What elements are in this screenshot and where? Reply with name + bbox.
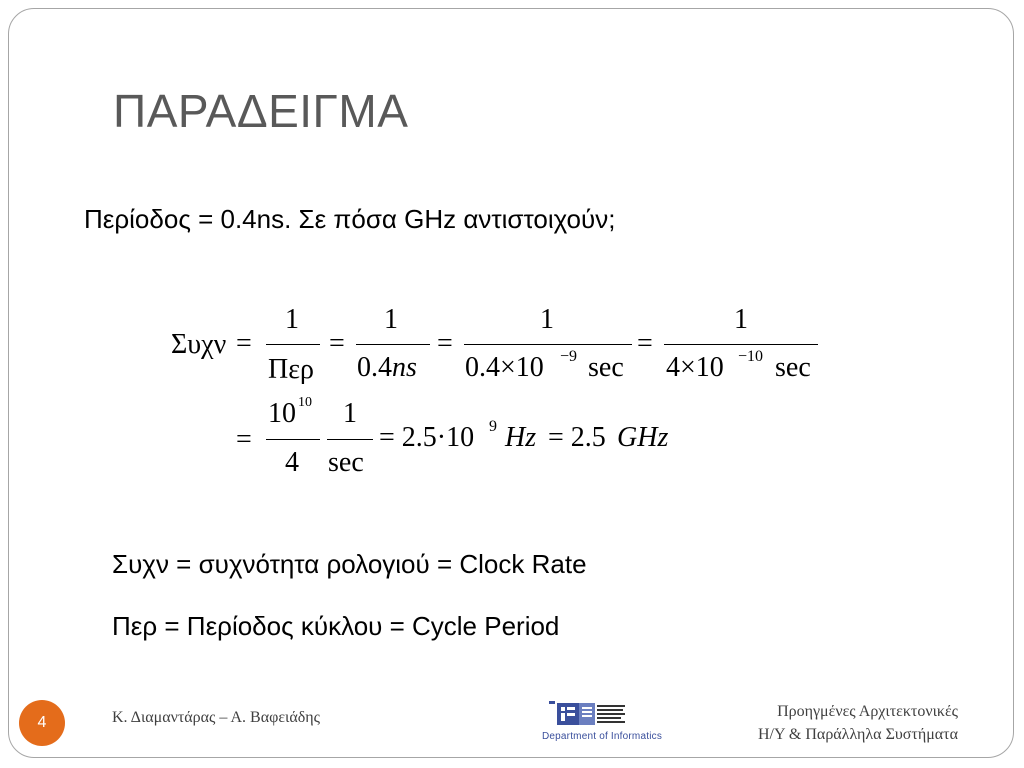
formula-hz-unit: Hz	[505, 422, 537, 453]
page-number: 4	[37, 714, 47, 731]
frac2-denominator	[357, 352, 417, 384]
footer-authors: Κ. Διαμαντάρας – Α. Βαφειάδης	[112, 709, 320, 726]
frac3-den-base: 0.4×10	[465, 352, 544, 383]
frac1-numerator: 1	[285, 304, 299, 335]
frac1-bar	[266, 344, 320, 345]
department-logo-icon	[527, 697, 677, 731]
definition-period: Περ = Περίοδος κύκλου = Cycle Period	[112, 611, 560, 641]
frac3-bar	[464, 344, 632, 345]
definition-frequency: Συχν = συχνότητα ρολογιού = Clock Rate	[112, 549, 587, 579]
frac6-numerator: 1	[343, 398, 357, 429]
frac4-den-unit: sec	[775, 352, 811, 383]
frac4-bar	[664, 344, 818, 345]
footer-course	[758, 700, 958, 746]
logo-caption: Department of Informatics	[541, 731, 663, 742]
formula-result-hz: = 2.5·10	[379, 422, 475, 453]
frac1-denominator: Περ	[268, 354, 314, 385]
formula-equals: =	[236, 328, 252, 359]
frac3-numerator: 1	[540, 304, 554, 335]
question-text: Περίοδος = 0.4ns. Σε πόσα GHz αντιστοιχούν;	[84, 204, 616, 234]
frac4-numerator: 1	[734, 304, 748, 335]
frac5-num-base: 10	[268, 398, 296, 429]
formula-equals: =	[236, 424, 252, 455]
formula-lhs: Συχν	[171, 329, 227, 360]
formula-equals: =	[637, 328, 653, 359]
course-line-2: Η/Υ & Παράλληλα Συστήματα	[757, 726, 958, 743]
page-number-badge	[19, 700, 65, 746]
slide-title: ΠΑΡΑΔΕΙΓΜΑ	[113, 85, 409, 137]
frac2-bar	[356, 344, 430, 345]
frac2-den-value: 0.4	[357, 352, 392, 383]
course-line-1: Προηγμένες Αρχιτεκτονικές	[777, 703, 958, 720]
formula-equals: =	[437, 328, 453, 359]
frac6-denominator: sec	[328, 447, 364, 478]
frac2-den-unit: ns	[392, 352, 417, 383]
frac3-den-exponent: −9	[560, 348, 578, 365]
formula-equals: =	[329, 328, 345, 359]
formula-result-ghz: = 2.5	[548, 422, 606, 453]
frac3-den-unit: sec	[588, 352, 624, 383]
frac4-den-exponent: −10	[738, 348, 764, 365]
frac2-numerator: 1	[384, 304, 398, 335]
frac5-bar	[266, 439, 320, 440]
frac5-denominator: 4	[285, 447, 299, 478]
frac5-num-exponent: 10	[298, 395, 312, 410]
formula-result-exponent: 9	[489, 418, 497, 435]
frac6-bar	[327, 439, 373, 440]
formula-ghz-unit: GHz	[617, 422, 669, 453]
department-logo	[527, 697, 677, 745]
frac4-den-base: 4×10	[666, 352, 724, 383]
